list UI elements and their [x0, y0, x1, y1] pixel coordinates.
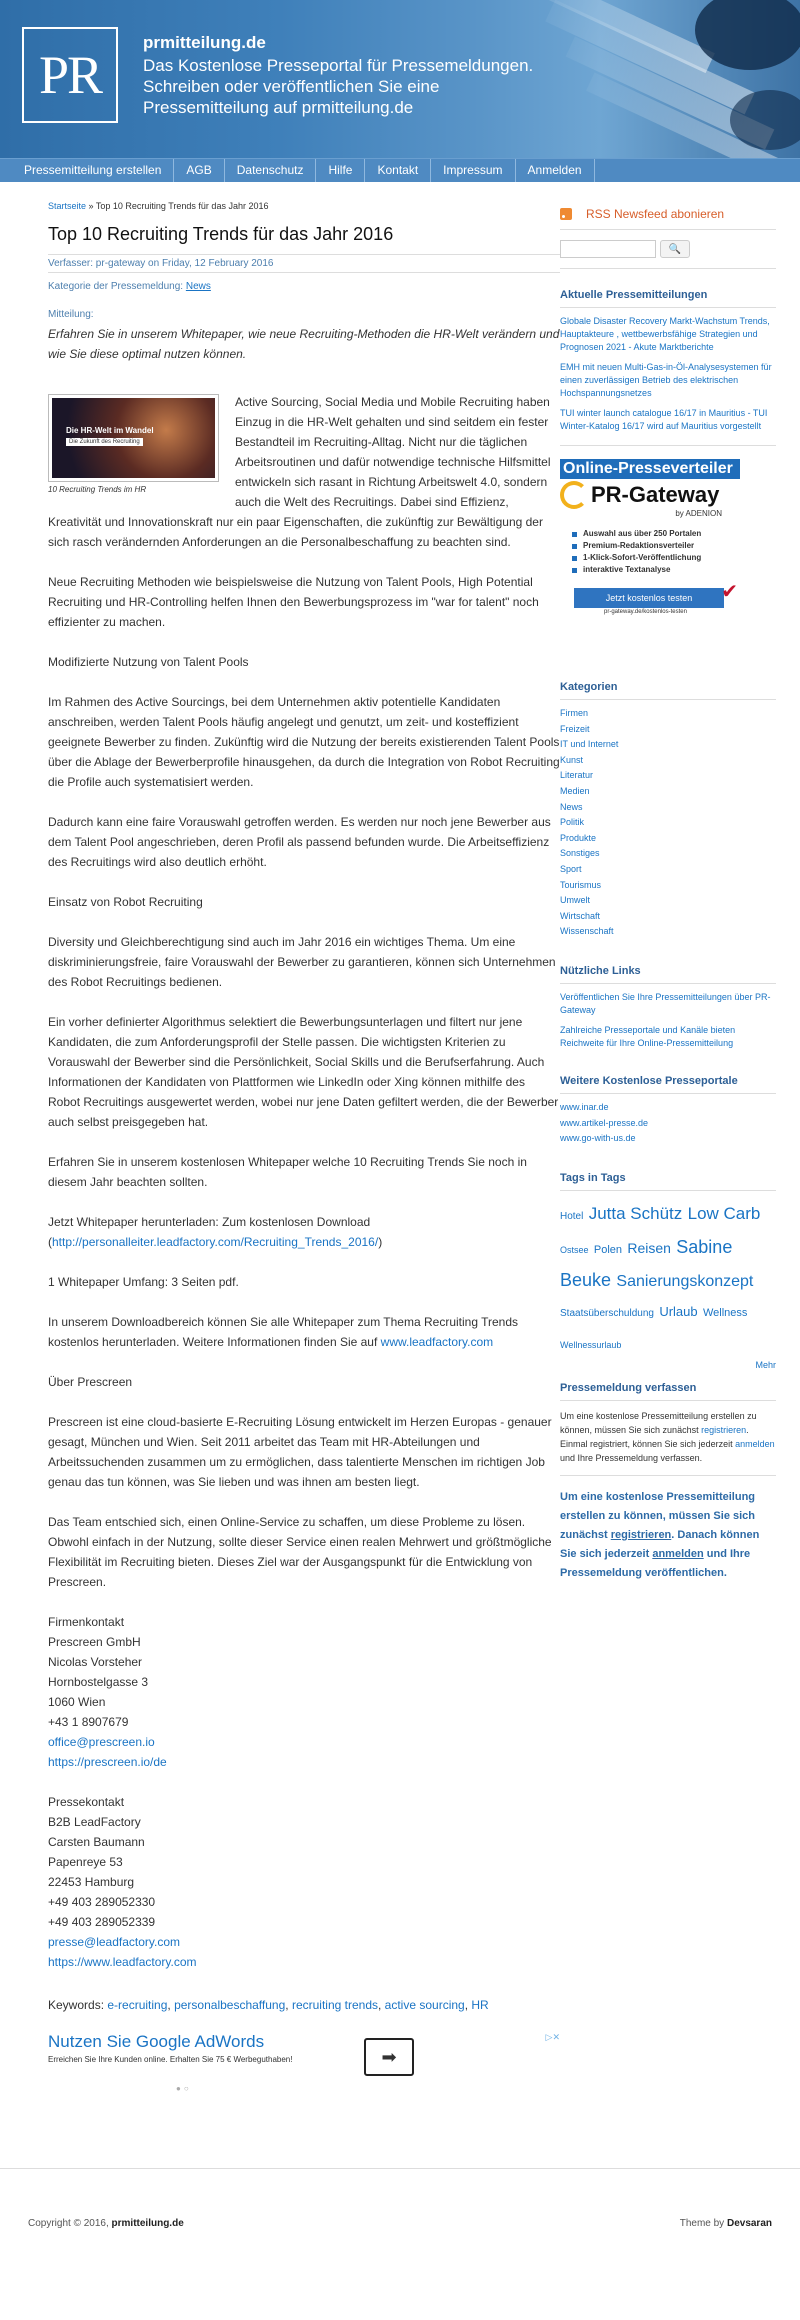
- contact-line: 22453 Hamburg: [48, 1875, 135, 1889]
- notice-login-link[interactable]: anmelden: [652, 1547, 704, 1560]
- site-header: [0, 0, 800, 158]
- article-title: Top 10 Recruiting Trends für das Jahr 2016: [48, 224, 394, 244]
- category-item[interactable]: Firmen: [560, 708, 589, 718]
- category-item[interactable]: Medien: [560, 785, 590, 796]
- register-link[interactable]: registrieren: [701, 1424, 747, 1435]
- promo-brand: [560, 481, 740, 509]
- notice-register-link[interactable]: registrieren: [610, 1528, 672, 1541]
- search-form: [560, 240, 776, 258]
- useful-link[interactable]: Zahlreiche Presseportale und Kanäle bieten Reichweite für Ihre Online-Pressemitteilung: [560, 1024, 736, 1048]
- contact-line: 1060 Wien: [48, 1695, 106, 1709]
- login-link[interactable]: anmelden: [735, 1438, 775, 1449]
- article-body: [48, 392, 560, 1592]
- latest-list: [560, 315, 776, 433]
- subheading: Modifizierte Nutzung von Talent Pools: [48, 655, 249, 669]
- divider: [560, 229, 776, 230]
- category-item[interactable]: Wissenschaft: [560, 926, 614, 937]
- notice-text-c: und Ihre Pressemeldung veröffentlichen.: [560, 1547, 751, 1579]
- contact-line: Hornbostelgasse 3: [48, 1675, 149, 1689]
- promo-features: [560, 528, 740, 576]
- tag-link[interactable]: Jutta Schütz: [588, 1203, 683, 1223]
- theme-text: Theme by: [679, 2218, 725, 2229]
- tag-link[interactable]: Wellnessurlaub: [560, 1339, 622, 1350]
- leadfactory-link[interactable]: www.leadfactory.com: [380, 1335, 494, 1349]
- ad-title[interactable]: Nutzen Sie Google AdWords: [48, 2032, 265, 2051]
- category-item[interactable]: Tourismus: [560, 879, 602, 890]
- useful-link[interactable]: Veröffentlichen Sie Ihre Pressemitteilungen über PR-Gateway: [560, 991, 771, 1015]
- promo-by: by ADENION: [675, 509, 722, 518]
- article-category: [48, 281, 560, 292]
- press-website-link[interactable]: https://www.leadfactory.com: [48, 1955, 197, 1969]
- compose-text-b: . Einmal registriert, können Sie sich jederzeit: [560, 1424, 749, 1449]
- keywords: Keywords: e-recruiting, personalbeschaffung, recruiting trends, active sourcing, HR: [48, 1998, 489, 2012]
- paragraph: Diversity und Gleichberechtigung sind auch im Jahr 2016 ein wichtiges Thema. Um eine diskriminierungsfreie, faire Vorauswahl der Bewerber zu garantieren, können sich Unternehmen des Robot Recruitings bedienen.: [48, 935, 556, 989]
- divider: [560, 445, 776, 446]
- tag-link[interactable]: Polen: [593, 1243, 622, 1256]
- portal-link[interactable]: www.go-with-us.de: [560, 1133, 636, 1144]
- nav-item-anmelden[interactable]: Anmelden: [516, 159, 595, 182]
- ad-pagination-dots[interactable]: ●○: [176, 2084, 192, 2093]
- ad-arrow-button[interactable]: ➡: [364, 2038, 414, 2076]
- adchoices-icon[interactable]: ▷✕: [545, 2032, 560, 2042]
- tags-title: Tags in Tags: [560, 1172, 776, 1191]
- links-title: Nützliche Links: [560, 965, 776, 984]
- category-item[interactable]: News: [560, 801, 583, 812]
- category-item[interactable]: Sonstiges: [560, 848, 600, 859]
- press-email-link[interactable]: presse@leadfactory.com: [48, 1935, 181, 1949]
- portal-link[interactable]: www.inar.de: [560, 1101, 609, 1112]
- breadcrumb: [48, 201, 560, 211]
- tag-link[interactable]: Sabine Beuke: [560, 1236, 733, 1290]
- article-image-frame[interactable]: [48, 394, 219, 482]
- category-item[interactable]: Wirtschaft: [560, 910, 601, 921]
- promo-feature: 1-Klick-Sofort-Veröffentlichung: [572, 552, 740, 564]
- firm-contact: [48, 1612, 560, 1772]
- rss-label[interactable]: RSS Newsfeed abonieren: [586, 207, 725, 221]
- main-navigation: [0, 158, 800, 182]
- contact-line: Carsten Baumann: [48, 1835, 145, 1849]
- category-link[interactable]: News: [185, 281, 211, 292]
- firm-website-link[interactable]: https://prescreen.io/de: [48, 1755, 167, 1769]
- nav-item-pressemitteilung-erstellen[interactable]: Pressemitteilung erstellen: [12, 159, 174, 182]
- download-paragraph: Jetzt Whitepaper herunterladen: Zum kostenlosen Download (http://personalleiter.leadfactory.com/Recruiting_Trends_2016/): [48, 1215, 383, 1249]
- site-footer: [0, 2169, 800, 2320]
- compose-text: [560, 1409, 776, 1465]
- rss-subscribe[interactable]: [560, 207, 776, 221]
- tag-link[interactable]: Sanierungskonzept: [616, 1272, 754, 1290]
- footer-theme-link[interactable]: Devsaran: [726, 2218, 772, 2229]
- portals-list: [560, 1100, 776, 1147]
- keyword-link[interactable]: e-recruiting: [107, 1998, 168, 2012]
- category-item[interactable]: IT und Internet: [560, 739, 619, 750]
- article-lead: Erfahren Sie in unserem Whitepaper, wie neue Recruiting-Methoden die HR-Welt verändern und wie Sie diese optimal nutzen können.: [48, 327, 560, 361]
- promo-url: pr-gateway.de/kostenlos-testen: [604, 609, 687, 615]
- pr-gateway-logo-icon: [560, 481, 588, 509]
- promo-test-button[interactable]: Jetzt kostenlos testen ✔: [574, 588, 724, 608]
- notice-text-a: Um eine kostenlose Pressemitteilung erstellen zu können, müssen Sie sich zunächst: [560, 1490, 756, 1541]
- tag-link[interactable]: Hotel: [560, 1210, 584, 1222]
- latest-title: Aktuelle Pressemitteilungen: [560, 289, 776, 308]
- breadcrumb-current: Top 10 Recruiting Trends für das Jahr 2016: [95, 201, 269, 211]
- pr-gateway-promo[interactable]: [560, 459, 740, 615]
- nav-item-impressum[interactable]: Impressum: [431, 159, 515, 182]
- subheading: Über Prescreen: [48, 1375, 133, 1389]
- article-image: [52, 398, 215, 478]
- rss-icon: [560, 208, 572, 220]
- firm-email-link[interactable]: office@prescreen.io: [48, 1735, 155, 1749]
- category-label: Kategorie der Pressemeldung:: [48, 281, 184, 292]
- download-link[interactable]: http://personalleiter.leadfactory.com/Recruiting_Trends_2016/: [52, 1235, 379, 1249]
- latest-item[interactable]: EMH mit neuen Multi-Gas-in-Öl-Analysesystemen für einen zuverlässigen Betrieb des elektrischen Hochspannungsnetzes: [560, 362, 772, 398]
- portals-title: Weitere Kostenlose Presseportale: [560, 1075, 776, 1094]
- category-item[interactable]: Kunst: [560, 754, 584, 765]
- nav-item-agb[interactable]: AGB: [174, 159, 224, 182]
- links-list: [560, 991, 776, 1050]
- tags-more-link[interactable]: Mehr: [755, 1359, 776, 1370]
- promo-feature: interaktive Textanalyse: [572, 564, 740, 576]
- search-input[interactable]: [560, 240, 656, 258]
- footer-site-link[interactable]: prmitteilung.de: [111, 2218, 184, 2229]
- footer-copyright: [28, 2218, 184, 2320]
- contact-line: +49 403 289052330: [48, 1895, 156, 1909]
- site-logo[interactable]: PR: [22, 27, 118, 123]
- portal-link[interactable]: www.artikel-presse.de: [560, 1117, 649, 1128]
- category-item[interactable]: Politik: [560, 817, 585, 828]
- keywords-label: Keywords:: [48, 1998, 105, 2012]
- contact-line: Prescreen GmbH: [48, 1635, 141, 1649]
- contact-line: Nicolas Vorsteher: [48, 1655, 143, 1669]
- tag-link[interactable]: Staatsüberschuldung: [560, 1307, 654, 1319]
- search-button[interactable]: [660, 240, 690, 258]
- tag-link[interactable]: Ostsee: [560, 1244, 589, 1255]
- site-description: Das Kostenlose Presseportal für Pressemeldungen. Schreiben oder veröffentlichen Sie eine Pressemitteilung auf prmitteilung.de: [143, 56, 534, 117]
- keyword-link[interactable]: HR: [471, 1998, 489, 2012]
- site-title[interactable]: prmitteilung.de: [143, 33, 266, 52]
- divider: [560, 1475, 776, 1476]
- tag-link[interactable]: Wellness: [702, 1306, 748, 1319]
- tag-link[interactable]: Reisen: [627, 1239, 671, 1256]
- promo-brand-name: PR-Gateway: [591, 482, 720, 507]
- nav-item-kontakt[interactable]: Kontakt: [365, 159, 431, 182]
- paragraph: Im Rahmen des Active Sourcings, bei dem Unternehmen aktiv potentielle Kandidaten anschreiben, werden Talent Pools häufig angelegt und genutzt, um zeit- und kosteffizient geeignete Bewerber zu finden. Zukünftig wird die Nutzung der bereits existierenden Talent Pools über die Ablage der Bewerberprofile hinausgehen, da durch die Integration von Robot Recruiting die Profile auch systematisiert werden.: [48, 695, 560, 789]
- category-item[interactable]: Sport: [560, 863, 582, 874]
- compose-title: Pressemeldung verfassen: [560, 1382, 776, 1401]
- paragraph: Ein vorher definierter Algorithmus selektiert die Bewerbungsunterlagen und filtert nur jene Kandidaten, die zum Anforderungsprofil der Stelle passen. Die wichtigsten Kriterien zu Vorauswahl der Bewerber sind die Persönlichkeit, Social Skills und die Berufserfahrung. Auch Informationen der Kandidaten von Plattformen wie LinkedIn oder Xing können mithilfe des Robot Recruitings ausgewertet werden, wobei nur jene Daten gefiltert werden, die der Bewerber auch selbst preisgegeben hat.: [48, 1015, 559, 1129]
- article-image-caption: 10 Recruiting Trends im HR: [48, 485, 147, 494]
- search-icon: 🔍: [668, 243, 682, 255]
- latest-item[interactable]: Globale Disaster Recovery Markt-Wachstum Trends, Hauptakteure , wettbewerbsfähige Strategien und Prognosen 2021 - Akute Marktberichte: [560, 316, 770, 352]
- categories-title: Kategorien: [560, 681, 776, 700]
- promo-feature: Premium-Redaktionsverteiler: [572, 540, 740, 552]
- breadcrumb-separator: »: [86, 201, 96, 211]
- promo-head: Online-Presseverteiler: [560, 459, 740, 479]
- divider: [560, 268, 776, 269]
- main-content: [48, 182, 560, 2092]
- mitteilung-label: Mitteilung:: [48, 309, 94, 320]
- ad-text: Erreichen Sie Ihre Kunden online. Erhalten Sie 75 € Werbeguthaben!: [48, 2055, 293, 2064]
- paragraph: Neue Recruiting Methoden wie beispielsweise die Nutzung von Talent Pools, High Potential Recruiting und HR-Controlling helfen Ihnen den Bewerbungsprozess im "war for talent" noch effizienter zu machen.: [48, 575, 539, 629]
- breadcrumb-home-link[interactable]: Startseite: [48, 201, 87, 211]
- subheading: Einsatz von Robot Recruiting: [48, 895, 203, 909]
- paragraph: Active Sourcing, Social Media und Mobile Recruiting haben Einzug in die HR-Welt gehalten und sind seitdem ein fester Bestandteil im Recruiting-Alltag. Nicht nur die täglichen Arbeitsroutinen und dafür notwendige technische Hilfsmittel entwickeln sich rasant in Richtung Arbeitswelt 4.0, sondern auch die Welt des Recruitings. Dabei sind Effizienz, Kreativität und Innovationskraft nur ein paar Eigenschaften, die zukünftig zur Bewältigung der sich rasch verändernden Anforderungen an die Personalbeschaffung zu beachten sind.: [48, 395, 551, 549]
- category-item[interactable]: Literatur: [560, 770, 594, 781]
- press-contact: [48, 1792, 560, 1972]
- contact-line: B2B LeadFactory: [48, 1815, 141, 1829]
- category-item[interactable]: Umwelt: [560, 895, 591, 906]
- article-image-title: Die HR-Welt im Wandel: [66, 426, 154, 435]
- download-area-text: In unserem Downloadbereich können Sie alle Whitepaper zum Thema Recruiting Trends kostenlos herunterladen. Weitere Informationen finden Sie auf: [48, 1315, 519, 1349]
- article-figure: [48, 394, 223, 494]
- tag-link[interactable]: Urlaub: [659, 1303, 698, 1319]
- article-meta: Verfasser: pr-gateway on Friday, 12 February 2016: [48, 254, 560, 273]
- contact-line: +49 403 289052339: [48, 1915, 156, 1929]
- nav-item-hilfe[interactable]: Hilfe: [316, 159, 365, 182]
- categories-list: [560, 706, 776, 940]
- contact-line: Firmenkontakt: [48, 1615, 125, 1629]
- tag-link[interactable]: Low Carb: [687, 1203, 761, 1223]
- latest-item[interactable]: TUI winter launch catalogue 16/17 in Mauritius - TUI Winter-Katalog 16/17 wird auf Mauritius vorgestellt: [560, 408, 768, 431]
- compose-text-a: Um eine kostenlose Pressemitteilung erstellen zu können, müssen Sie sich zunächst: [560, 1410, 757, 1435]
- contact-line: Papenreye 53: [48, 1855, 123, 1869]
- paragraph: Dadurch kann eine faire Vorauswahl getroffen werden. Es werden nur noch jene Bewerber aus dem Talent Pool angeschrieben, deren Profil als passend befunden wurde. Die Arbeitseffizienz des Recruitings wird also deutlich erhöht.: [48, 815, 551, 869]
- nav-item-datenschutz[interactable]: Datenschutz: [225, 159, 317, 182]
- keyword-link[interactable]: active sourcing: [384, 1998, 465, 2012]
- promo-feature: Auswahl aus über 250 Portalen: [572, 528, 740, 540]
- tag-cloud: [560, 1199, 776, 1360]
- paragraph: 1 Whitepaper Umfang: 3 Seiten pdf.: [48, 1275, 239, 1289]
- compose-text-c: und Ihre Pressemeldung verfassen.: [560, 1452, 703, 1463]
- keyword-link[interactable]: personalbeschaffung: [174, 1998, 286, 2012]
- contact-line: +43 1 8907679: [48, 1715, 129, 1729]
- download-text: Jetzt Whitepaper herunterladen: Zum kostenlosen Download: [48, 1215, 371, 1229]
- register-notice: [560, 1488, 776, 1583]
- paragraph: Prescreen ist eine cloud-basierte E-Recruiting Lösung entwickelt im Herzen Europas - genauer gesagt, München und Wien. Seit 2011 arbeitet das Team mit HR-Abteilungen und Arbeitssuchenden zusammen um zu ermöglichen, dass talentierte Menschen im richtigen Job genau das tun können, was Sie lieben und was ihnen am besten liegt.: [48, 1415, 552, 1489]
- keyword-link[interactable]: recruiting trends: [291, 1998, 378, 2012]
- paragraph: [48, 1312, 560, 1352]
- paragraph: Das Team entschied sich, einen Online-Service zu schaffen, um diese Probleme zu lösen. Obwohl einfach in der Nutzung, sollte dieser Service einen realen Mehrwert und größtmögliche Flexibilität im Recruiting bieten. Dieses Ziel war der Ausgangspunkt für die Entwicklung von Prescreen.: [48, 1515, 552, 1589]
- article-image-badge: Die Zukunft des Recruiting: [66, 438, 143, 446]
- category-item[interactable]: Freizeit: [560, 723, 590, 734]
- category-item[interactable]: Produkte: [560, 832, 597, 843]
- sidebar: [560, 183, 776, 1583]
- google-ad[interactable]: [48, 2032, 560, 2092]
- copyright-text: Copyright © 2016,: [28, 2218, 109, 2229]
- contact-line: Pressekontakt: [48, 1795, 125, 1809]
- notice-text-b: . Danach können Sie sich jederzeit: [560, 1528, 760, 1560]
- footer-theme: [680, 2218, 772, 2320]
- paragraph: Erfahren Sie in unserem kostenlosen Whitepaper welche 10 Recruiting Trends Sie noch in diesem Jahr beachten sollten.: [48, 1155, 527, 1189]
